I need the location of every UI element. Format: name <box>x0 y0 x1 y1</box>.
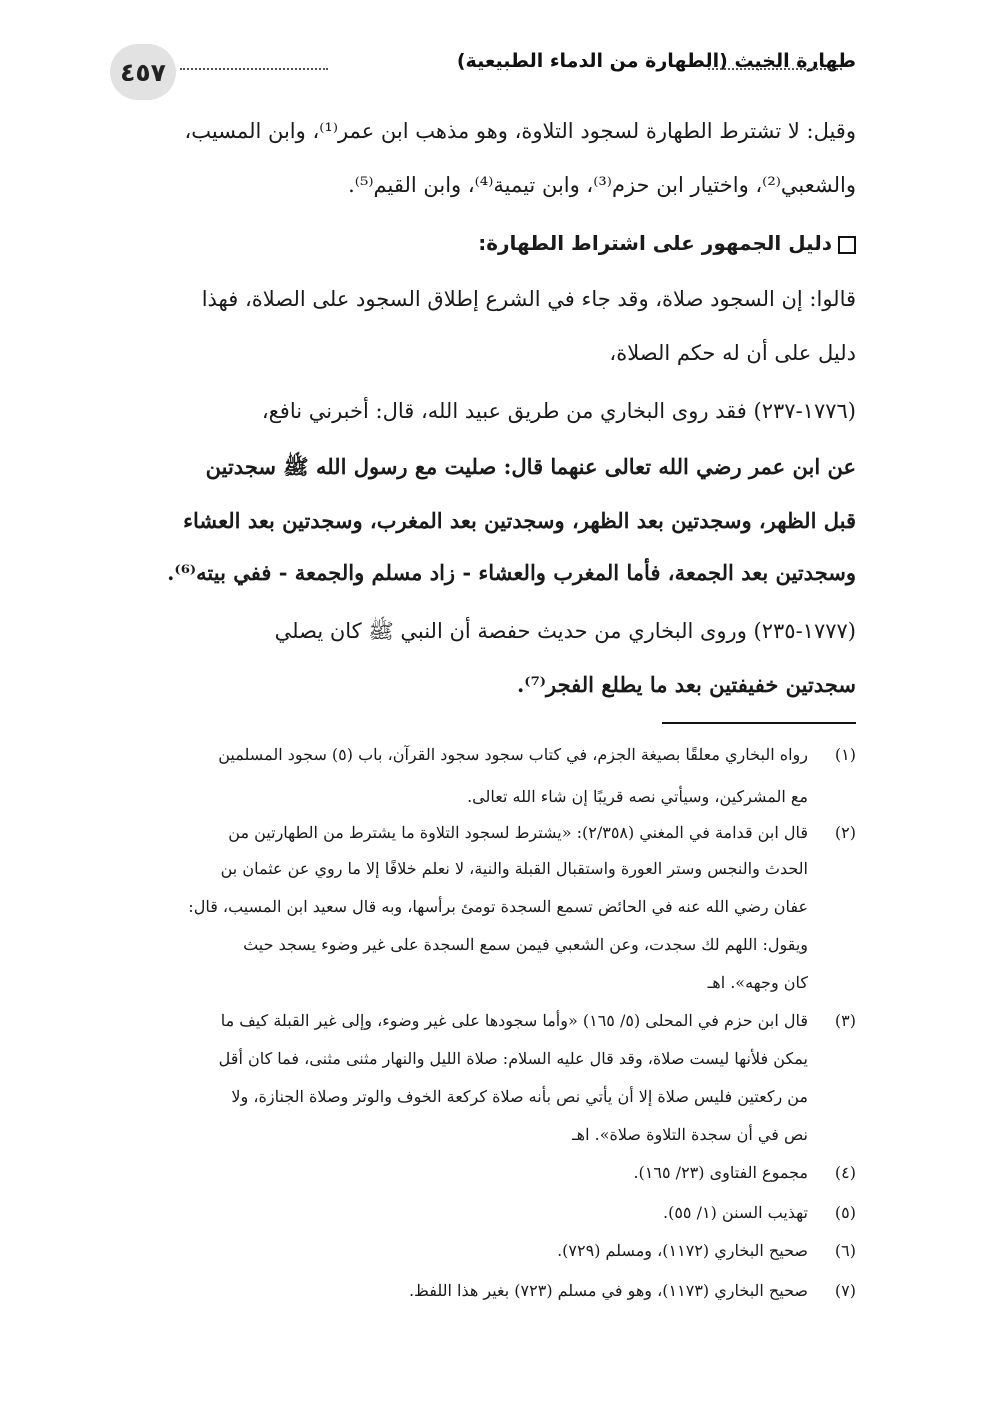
footnote-3-line-4: نص في أن سجدة التلاوة صلاة». اهـ <box>571 1125 808 1144</box>
checkbox-icon <box>838 236 856 254</box>
paragraph-2-line-1: قالوا: إن السجود صلاة، وقد جاء في الشرع إطلاق السجود على الصلاة، فهذا <box>201 287 856 311</box>
footnote-text: مجموع الفتاوى (٢٣/ ١٦٥). <box>633 1163 808 1182</box>
footnote-6 <box>557 1238 856 1264</box>
footnote-number: (١) <box>834 745 856 764</box>
footnote-number: (٧) <box>834 1281 856 1300</box>
footnote-number: (٢) <box>834 823 856 842</box>
footnote-1-line-2: مع المشركين، وسيأتي نصه قريبًا إن شاء الله تعالى. <box>467 787 808 806</box>
footnote-number: (٥) <box>834 1203 856 1222</box>
footnote-text: قال ابن حزم في المحلى (٥/ ١٦٥) «وأما سجودها على غير وضوء، وإلى غير القبلة كيف ما <box>220 1011 808 1030</box>
section-title <box>478 228 856 258</box>
footnote-2-line-4: ويقول: اللهم لك سجدت، وعن الشعبي فيمن سمع السجدة على غير وضوء يسجد حيث <box>243 935 808 954</box>
paragraph-2-line-2: دليل على أن له حكم الصلاة، <box>609 341 856 365</box>
footnote-number: (٣) <box>834 1011 856 1030</box>
footnote-text: قال ابن قدامة في المغني (٢/٣٥٨): «يشترط لسجود التلاوة ما يشترط من الطهارتين من <box>228 823 808 842</box>
section-title-text: دليل الجمهور على اشتراط الطهارة: <box>478 231 832 255</box>
hadith-text-1777: سجدتين خفيفتين بعد ما يطلع الفجر⁽⁷⁾. <box>516 672 856 697</box>
hadith-text-line-1: عن ابن عمر رضي الله تعالى عنهما قال: صليت مع رسول الله ﷺ سجدتين <box>205 454 856 479</box>
footnote-2-line-5: كان وجهه». اهـ <box>707 973 808 992</box>
footnote-text: صحيح البخاري (١١٧٢)، ومسلم (٧٢٩). <box>557 1241 808 1260</box>
footnote-1 <box>218 742 856 768</box>
footnote-text: تهذيب السنن (١/ ٥٥). <box>663 1203 808 1222</box>
footnote-3-line-3: من ركعتين فليس صلاة إلا أن يأتي نص بأنه صلاة كركعة الخوف والوتر وصلاة الجنازة، ولا <box>231 1087 808 1106</box>
running-title: طهارة الخبث (الطهارة من الدماء الطبيعية) <box>456 50 856 72</box>
hadith-text-line-3: وسجدتين بعد الجمعة، فأما المغرب والعشاء - زاد مسلم والجمعة - ففي بيته⁽⁶⁾. <box>167 560 856 585</box>
footnote-text: صحيح البخاري (١١٧٣)، وهو في مسلم (٧٢٣) بغير هذا اللفظ. <box>408 1281 808 1300</box>
header-dotted-leader-left <box>180 68 328 70</box>
footnote-4 <box>633 1160 856 1186</box>
paragraph-1-line-1: وقيل: لا تشترط الطهارة لسجود التلاوة، وهو مذهب ابن عمر⁽¹⁾، وابن المسيب، <box>184 119 856 143</box>
footnote-text: رواه البخاري معلقًا بصيغة الجزم، في كتاب سجود سجود القرآن، باب (٥) سجود المسلمين <box>218 745 808 764</box>
page-number: ٤٥٧ <box>120 57 166 87</box>
footnote-separator <box>662 722 856 724</box>
footnote-2-line-3: عفان رضي الله عنه في الحائض تسمع السجدة تومئ برأسها، وبه قال سعيد ابن المسيب، قال: <box>188 897 808 916</box>
footnote-2-line-2: الحدث والنجس وستر العورة واستقبال القبلة والنية، لا نعلم خلافًا إلا ما روي عن عثمان بن <box>220 859 808 878</box>
footnote-number: (٤) <box>834 1163 856 1182</box>
footnote-number: (٦) <box>834 1241 856 1260</box>
page-number-badge <box>110 44 176 100</box>
footnote-3 <box>221 1008 856 1034</box>
footnote-3-line-2: يمكن فلأنها ليست صلاة، وقد قال عليه السلام: صلاة الليل والنهار مثنى مثنى، فما كان أقل <box>218 1049 808 1068</box>
hadith-intro-1776: (١٧٧٦-٢٣٧) فقد روى البخاري من طريق عبيد الله، قال: أخبرني نافع، <box>261 399 856 423</box>
paragraph-1-line-2: والشعبي⁽²⁾، واختيار ابن حزم⁽³⁾، وابن تيمية⁽⁴⁾، وابن القيم⁽⁵⁾. <box>348 173 856 197</box>
footnote-2 <box>228 820 856 846</box>
header-dotted-leader-right <box>708 68 842 70</box>
footnote-5 <box>663 1200 856 1226</box>
hadith-text-line-2: قبل الظهر، وسجدتين بعد الظهر، وسجدتين بعد المغرب، وسجدتين بعد العشاء <box>183 508 856 533</box>
footnote-7 <box>409 1278 856 1304</box>
hadith-intro-1777: (١٧٧٧-٢٣٥) وروى البخاري من حديث حفصة أن النبي ﷺ كان يصلي <box>274 619 856 643</box>
